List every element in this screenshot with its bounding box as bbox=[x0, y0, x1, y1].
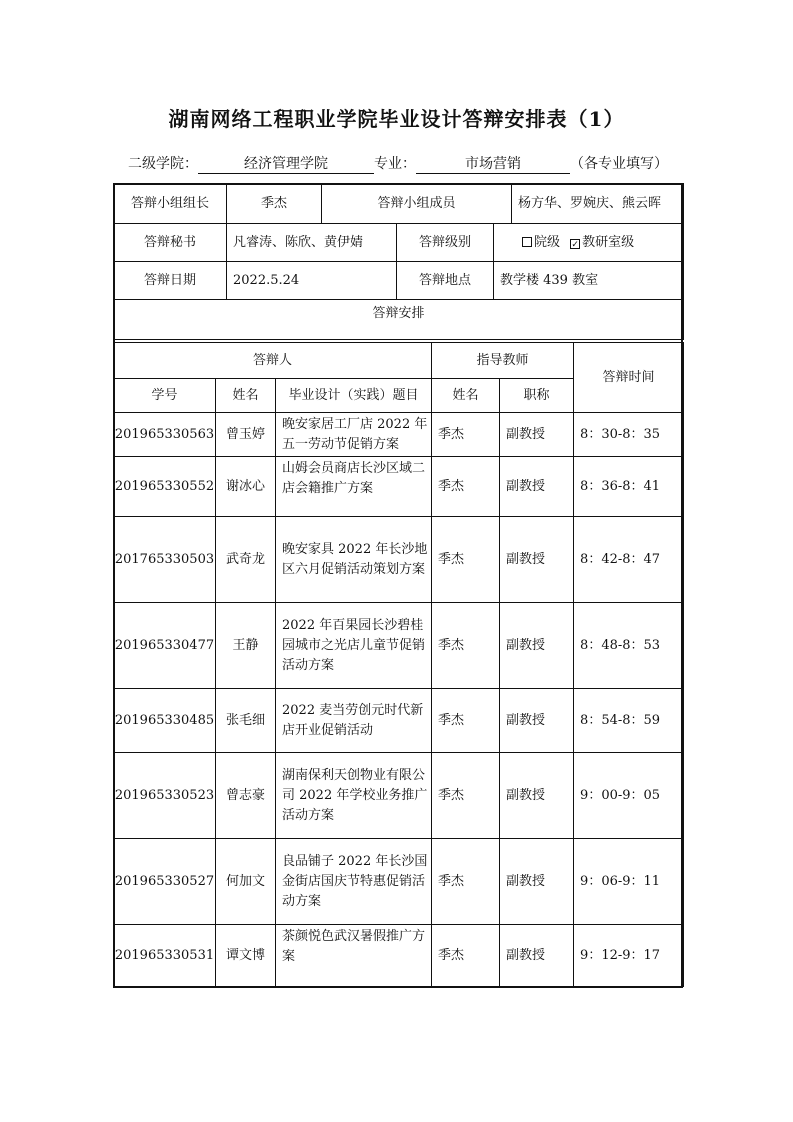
teacher-name: 季杰 bbox=[432, 457, 500, 517]
student-id: 201965330523 bbox=[114, 753, 216, 839]
leader-label: 答辩小组组长 bbox=[114, 184, 227, 224]
teacher-title: 副教授 bbox=[500, 517, 574, 603]
page-title: 湖南网络工程职业学院毕业设计答辩安排表（1） bbox=[168, 107, 625, 131]
topic-header: 毕业设计（实践）题目 bbox=[276, 379, 432, 413]
defense-time: 9：12-9：17 bbox=[574, 925, 684, 987]
defense-time: 8：36-8：41 bbox=[574, 457, 684, 517]
teacher-title: 副教授 bbox=[500, 839, 574, 925]
header-line bbox=[128, 153, 668, 174]
student-name: 曾志豪 bbox=[216, 753, 276, 839]
topic: 2022 年百果园长沙碧桂园城市之光店儿童节促销活动方案 bbox=[276, 603, 432, 689]
teacher-title: 副教授 bbox=[500, 603, 574, 689]
student-id: 201965330552 bbox=[114, 457, 216, 517]
defense-time: 8：42-8：47 bbox=[574, 517, 684, 603]
group-student-header: 答辩人 bbox=[114, 343, 432, 379]
student-name: 何加文 bbox=[216, 839, 276, 925]
table-row bbox=[114, 413, 684, 457]
topic: 山姆会员商店长沙区域二店会籍推广方案 bbox=[276, 457, 432, 517]
college-label: 二级学院： bbox=[128, 156, 198, 172]
info-table-2 bbox=[113, 223, 684, 340]
secretary-label: 答辩秘书 bbox=[114, 224, 227, 262]
teacher-name: 季杰 bbox=[432, 689, 500, 753]
topic: 湖南保利天创物业有限公司 2022 年学校业务推广活动方案 bbox=[276, 753, 432, 839]
defense-time: 8：48-8：53 bbox=[574, 603, 684, 689]
student-id: 201965330477 bbox=[114, 603, 216, 689]
teacher-title: 副教授 bbox=[500, 689, 574, 753]
defense-time: 9：00-9：05 bbox=[574, 753, 684, 839]
teacher-name: 季杰 bbox=[432, 517, 500, 603]
teacher-title: 副教授 bbox=[500, 753, 574, 839]
student-id: 201765330503 bbox=[114, 517, 216, 603]
teacher-name: 季杰 bbox=[432, 413, 500, 457]
teacher-title: 副教授 bbox=[500, 457, 574, 517]
info-table bbox=[113, 183, 684, 224]
teacher-name: 季杰 bbox=[432, 925, 500, 987]
fill-note: （各专业填写） bbox=[570, 156, 668, 172]
table-row bbox=[114, 925, 684, 987]
level-department-checkbox[interactable]: ✓ bbox=[571, 239, 579, 250]
student-id: 201965330563 bbox=[114, 413, 216, 457]
teacher-name: 季杰 bbox=[432, 603, 500, 689]
college-value: 经济管理学院 bbox=[198, 153, 374, 174]
teacher-name-header: 姓名 bbox=[432, 379, 500, 413]
place-label: 答辩地点 bbox=[397, 262, 494, 300]
table-row bbox=[114, 839, 684, 925]
topic: 晚安家居工厂店 2022 年五一劳动节促销方案 bbox=[276, 413, 432, 457]
defense-time: 9：06-9：11 bbox=[574, 839, 684, 925]
table-row bbox=[114, 457, 684, 517]
defense-time: 8：30-8：35 bbox=[574, 413, 684, 457]
members-value: 杨方华、罗婉庆、熊云晖 bbox=[512, 184, 684, 224]
student-id: 201965330485 bbox=[114, 689, 216, 753]
teacher-title: 副教授 bbox=[500, 413, 574, 457]
topic: 茶颜悦色武汉暑假推广方案 bbox=[276, 925, 432, 987]
teacher-title-header: 职称 bbox=[500, 379, 574, 413]
major-label: 专业： bbox=[374, 156, 416, 172]
level-college-checkbox[interactable] bbox=[522, 237, 532, 247]
table-row bbox=[114, 603, 684, 689]
level-department-label: 教研室级 bbox=[582, 234, 635, 250]
time-header: 答辩时间 bbox=[574, 343, 684, 413]
date-value: 2022.5.24 bbox=[227, 262, 397, 300]
level-label: 答辩级别 bbox=[397, 224, 494, 262]
teacher-title: 副教授 bbox=[500, 925, 574, 987]
table-row bbox=[114, 689, 684, 753]
secretary-value: 凡睿涛、陈欣、黄伊婧 bbox=[227, 224, 397, 262]
table-row bbox=[114, 753, 684, 839]
group-teacher-header: 指导教师 bbox=[432, 343, 574, 379]
table-row bbox=[114, 517, 684, 603]
level-options bbox=[494, 224, 684, 262]
student-name: 谭文博 bbox=[216, 925, 276, 987]
members-label: 答辩小组成员 bbox=[322, 184, 512, 224]
topic: 良品铺子 2022 年长沙国金街店国庆节特惠促销活动方案 bbox=[276, 839, 432, 925]
student-name: 张毛细 bbox=[216, 689, 276, 753]
name-header: 姓名 bbox=[216, 379, 276, 413]
schedule-table bbox=[113, 342, 684, 987]
student-id: 201965330527 bbox=[114, 839, 216, 925]
student-name: 曾玉婷 bbox=[216, 413, 276, 457]
topic: 2022 麦当劳创元时代新店开业促销活动 bbox=[276, 689, 432, 753]
defense-time: 8：54-8：59 bbox=[574, 689, 684, 753]
teacher-name: 季杰 bbox=[432, 753, 500, 839]
place-value: 教学楼 439 教室 bbox=[494, 262, 684, 300]
date-label: 答辩日期 bbox=[114, 262, 227, 300]
major-value: 市场营销 bbox=[416, 153, 570, 174]
student-name: 王静 bbox=[216, 603, 276, 689]
level-college-label: 院级 bbox=[534, 234, 561, 250]
leader-value: 季杰 bbox=[227, 184, 322, 224]
student-name: 谢冰心 bbox=[216, 457, 276, 517]
section-title: 答辩安排 bbox=[114, 300, 684, 340]
student-name: 武奇龙 bbox=[216, 517, 276, 603]
student-id: 201965330531 bbox=[114, 925, 216, 987]
id-header: 学号 bbox=[114, 379, 216, 413]
teacher-name: 季杰 bbox=[432, 839, 500, 925]
topic: 晚安家具 2022 年长沙地区六月促销活动策划方案 bbox=[276, 517, 432, 603]
